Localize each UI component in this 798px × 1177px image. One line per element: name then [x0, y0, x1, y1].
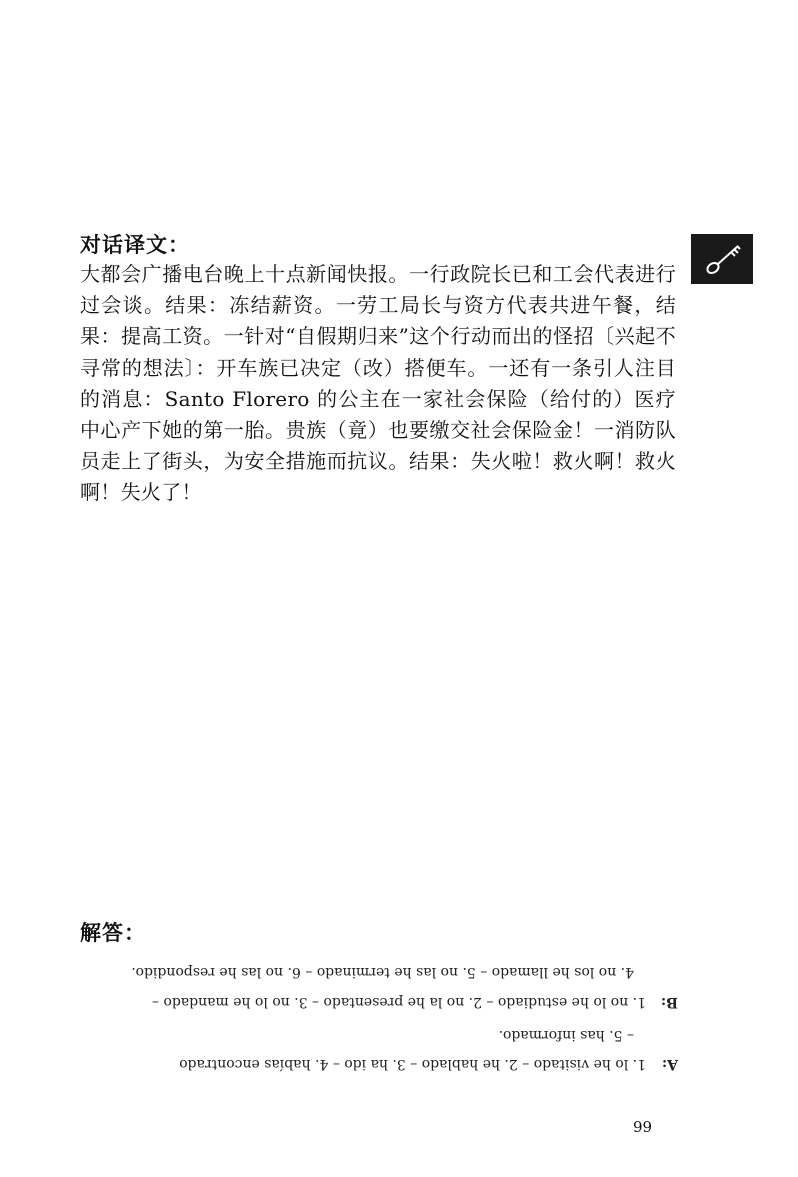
- answer-b-line-1: [152, 994, 678, 1010]
- answer-a-label: A:: [661, 1056, 678, 1072]
- answer-b-label: B:: [660, 994, 678, 1010]
- answer-b-line-2: 4. no los he llamado – 5. no las he terminado – 6. no las he respondido.: [131, 964, 634, 980]
- translation-heading: 对话译文：: [80, 233, 190, 257]
- page-number: 99: [633, 1118, 653, 1136]
- answers-heading: 解答：: [80, 921, 146, 945]
- side-tab: [691, 234, 753, 284]
- answer-a-text-1: 1. lo he visitado – 2. he hablado – 3. ha ido – 4. habías encontrado: [179, 1056, 646, 1072]
- answer-a-line-2: – 5. has informado.: [498, 1027, 634, 1043]
- answer-key-upside-down: [78, 952, 678, 1072]
- answer-b-text-1: 1. no lo he estudiado – 2. no la he presentado – 3. no lo he mandado –: [151, 994, 646, 1010]
- key-icon: [691, 234, 753, 284]
- translation-paragraph: 大都会广播电台晚上十点新闻快报。一行政院长已和工会代表进行过会谈。结果：冻结薪资。一劳工局长与资方代表共进午餐，结果：提高工资。一针对“自假期归来”这个行动而出的怪招〔兴起不寻常的想法〕：开车族已决定（改）搭便车。一还有一条引人注目的消息：Santo Florero 的公主在一家社会保险（给付的）医疗中心产下她的第一胎。贵族（竟）也要缴交社会保险金！一消防队员走上了街头，为安全措施而抗议。结果：失火啦！救火啊！救火啊！失火了！: [80, 262, 676, 505]
- answer-a-line-1: [179, 1056, 678, 1072]
